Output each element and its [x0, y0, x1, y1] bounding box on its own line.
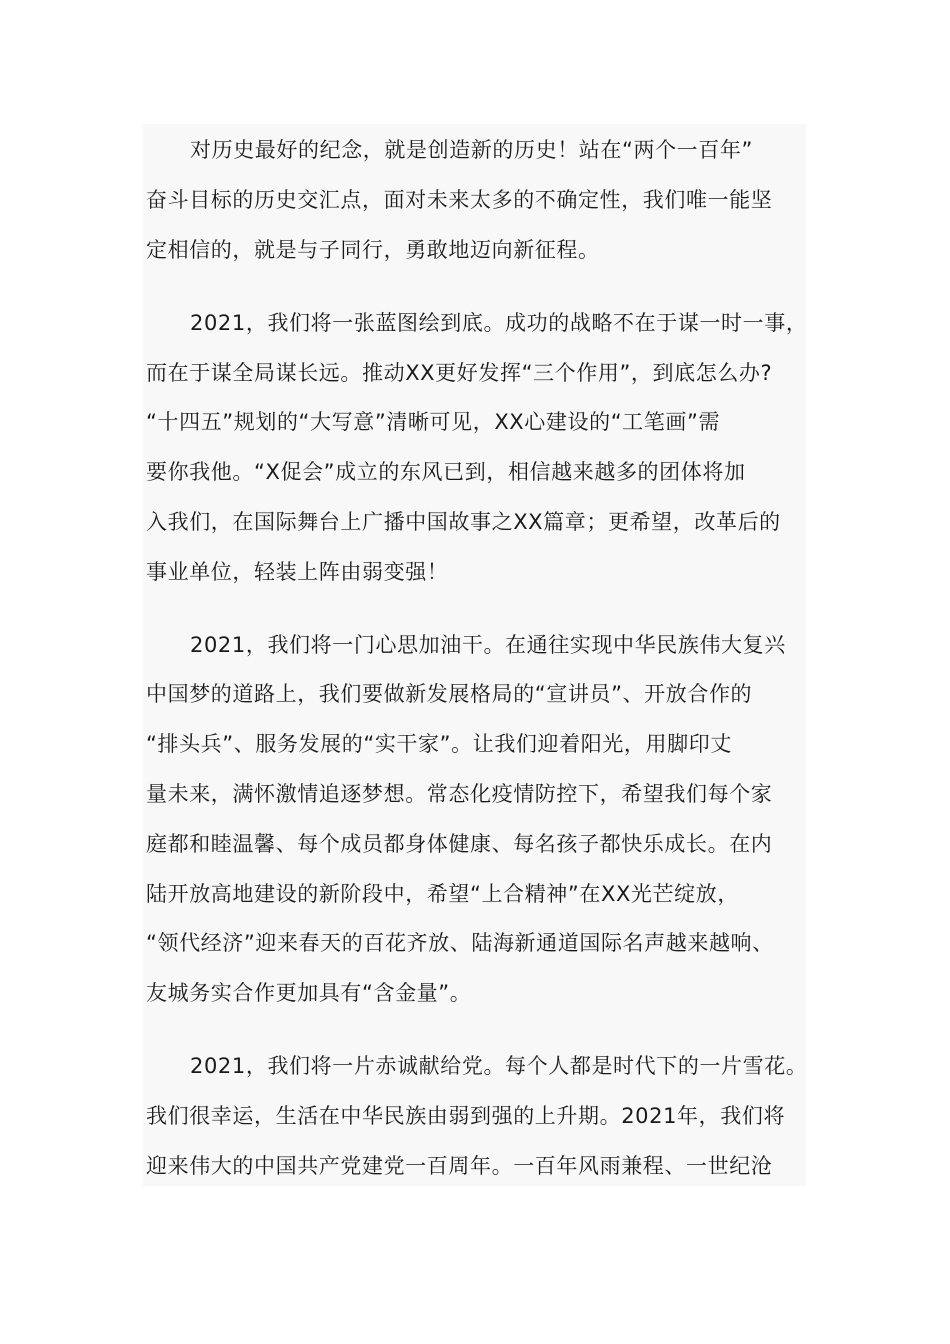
paragraph-3-line-7: “领代经济”迎来春天的百花齐放、陆海新通道国际名声越来越响、 — [146, 931, 774, 955]
paragraph-3-line-8: 友城务实合作更加具有“含金量”。 — [146, 981, 472, 1005]
paragraph-3-line-4: 量未来，满怀激情追逐梦想。常态化疫情防控下，希望我们每个家 — [146, 782, 773, 806]
paragraph-4-line-3: 迎来伟大的中国共产党建党一百周年。一百年风雨兼程、一世纪沧 — [146, 1154, 773, 1178]
paragraph-2-line-4: 要你我他。“X促会”成立的东风已到，相信越来越多的团体将加 — [146, 460, 746, 484]
paragraph-2-line-5: 入我们，在国际舞台上广播中国故事之XX篇章；更希望，改革后的 — [146, 510, 781, 534]
paragraph-3-line-2: 中国梦的道路上，我们要做新发展格局的“宣讲员”、开放合作的 — [146, 682, 753, 706]
paragraph-4-line-2: 我们很幸运，生活在中华民族由弱到强的上升期。2021年，我们将 — [146, 1104, 786, 1128]
paragraph-3-line-5: 庭都和睦温馨、每个成员都身体健康、每名孩子都快乐成长。在内 — [146, 832, 773, 856]
paragraph-2-line-3: “十四五”规划的“大写意”清晰可见，XX心建设的“工笔画”需 — [146, 410, 721, 434]
paragraph-4-line-1: 2021，我们将一片赤诚献给党。每个人都是时代下的一片雪花。 — [190, 1054, 808, 1078]
paragraph-1-line-3: 定相信的，就是与子同行，勇敢地迈向新征程。 — [146, 238, 600, 262]
paragraph-3-line-6: 陆开放高地建设的新阶段中，希望“上合精神”在XX光芒绽放， — [146, 882, 739, 906]
paragraph-2-line-6: 事业单位，轻装上阵由弱变强！ — [146, 560, 449, 584]
paragraph-2-line-2: 而在于谋全局谋长远。推动XX更好发挥“三个作用”，到底怎么办? — [146, 361, 773, 385]
paragraph-2-line-1: 2021，我们将一张蓝图绘到底。成功的战略不在于谋一时一事， — [190, 311, 808, 335]
paragraph-3-line-3: “排头兵”、服务发展的“实干家”。让我们迎着阳光，用脚印丈 — [146, 732, 732, 756]
paragraph-1-line-2: 奋斗目标的历史交汇点，面对未来太多的不确定性，我们唯一能坚 — [146, 188, 773, 212]
paragraph-1-line-1: 对历史最好的纪念，就是创造新的历史！站在“两个一百年” — [190, 138, 753, 162]
paragraph-3-line-1: 2021，我们将一门心思加油干。在通往实现中华民族伟大复兴 — [190, 633, 786, 657]
